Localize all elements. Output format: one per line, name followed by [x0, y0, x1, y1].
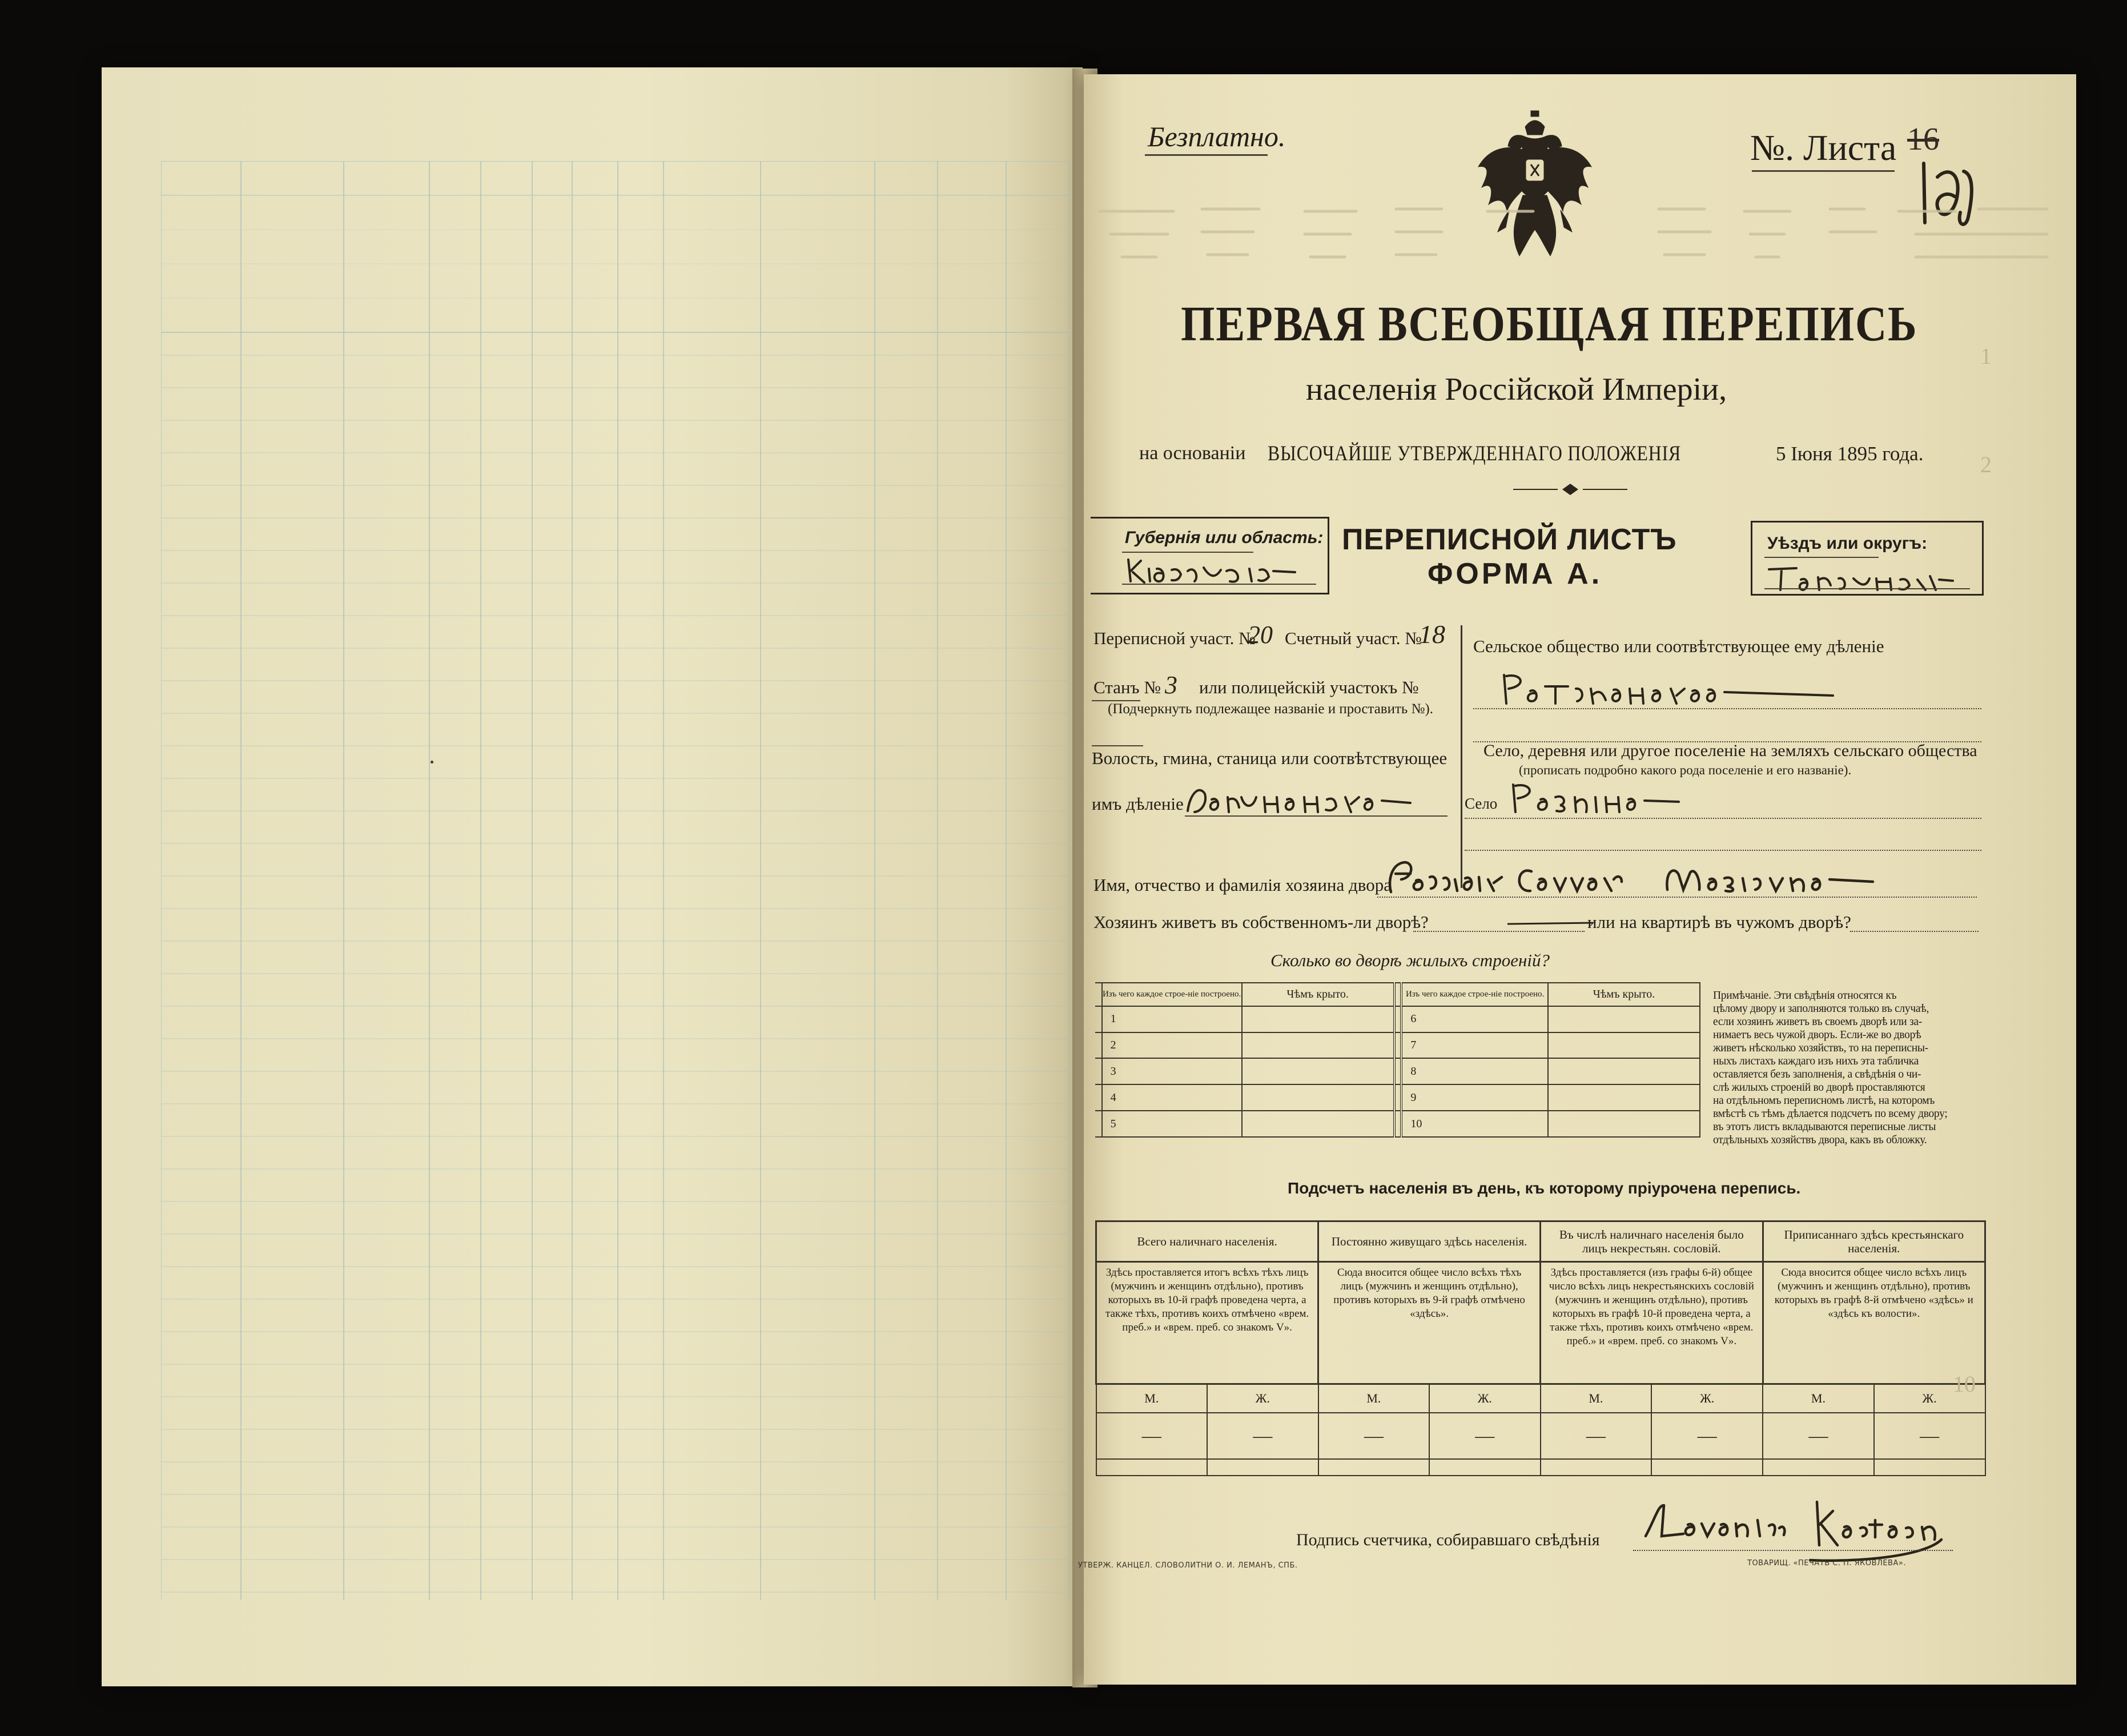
- uezd-handwritten-value: [1764, 562, 1959, 597]
- count-column-description: Здѣсь проставляется итогъ всѣхъ тѣхъ лицъ (мужчинъ и женщинъ отдѣльно), противъ которыхъ въ 10-й графѣ проведена черта, а также тѣхъ, противъ коихъ отмѣчено «врем. преб.» и «врем. преб. со знакомъ V».: [1096, 1262, 1318, 1384]
- female-column-label: Ж.: [1874, 1384, 1985, 1413]
- count-value-cell: —: [1207, 1413, 1318, 1459]
- count-column-head: Приписаннаго здѣсь крестьянскаго населенія.: [1763, 1221, 1985, 1262]
- note-line: живетъ нѣсколько хозяйствъ, то на переписны-: [1713, 1042, 1928, 1054]
- signature-handwritten: [1639, 1488, 1959, 1568]
- uezd-label-underline: [1764, 557, 1879, 558]
- note-line: цѣлому двору и заполняются только въ случаѣ,: [1713, 1003, 1929, 1015]
- stan-label: Станъ №: [1093, 677, 1161, 697]
- buildings-table: [1095, 982, 1700, 1138]
- male-column-label: М.: [1541, 1384, 1652, 1413]
- note-line: оставляется безъ заполненія, а свѣдѣнія о чи-: [1713, 1068, 1921, 1080]
- count-value-cell: —: [1096, 1413, 1208, 1459]
- schetny-uchastok-label: Счетный участ. №: [1285, 628, 1422, 648]
- volost-label-2: имъ дѣленіе: [1092, 794, 1184, 814]
- count-column-description: Сюда вносится общее число всѣхъ лицъ (мужчинъ и женщинъ отдѣльно), противъ которыхъ въ графѣ 8-й отмѣчено «здѣсь» и «здѣсь къ волости».: [1763, 1262, 1985, 1384]
- stan-value: 3: [1165, 671, 1177, 699]
- male-column-label: М.: [1318, 1384, 1429, 1413]
- owner-value-line: [1377, 897, 1977, 898]
- perepis-uchastok-label: Переписной участ. №: [1093, 628, 1256, 648]
- note-line: ныхъ листахъ каждаго изъ нихъ эта табличка: [1713, 1055, 1919, 1067]
- count-column-description: Здѣсь проставляется (изъ графы 6-й) общее число всѣхъ лицъ некрестьянскихъ сословій (мужчинъ и женщинъ отдѣльно), противъ которыхъ въ графѣ 10-й проведена черта, а также тѣхъ, противъ коихъ отмѣчено «врем. преб.» и «врем. преб. со знакомъ V».: [1541, 1262, 1763, 1384]
- count-title: Подсчетъ населенія въ день, къ которому пріурочена перепись.: [1288, 1179, 1801, 1197]
- female-column-label: Ж.: [1429, 1384, 1540, 1413]
- buildings-row: [1095, 1006, 1700, 1032]
- owner-handwritten-value: [1382, 854, 1941, 906]
- sheet-number-underline: [1752, 170, 1895, 172]
- note-line: въ этотъ листъ вкладываются переписные листы: [1713, 1121, 1936, 1133]
- sheet-number-struck: 16: [1907, 122, 1939, 157]
- buildings-row-number: 8: [1401, 1058, 1548, 1084]
- ornamental-divider: [1513, 481, 1627, 498]
- own-yard-question: Хозяинъ живетъ въ собственномъ-ли дворѣ?: [1093, 912, 1429, 932]
- stan-or-police: или полицейскій участокъ №: [1199, 677, 1419, 697]
- note-line: Примѣчаніе. Эти свѣдѣнія относятся къ: [1713, 990, 1897, 1002]
- selo-handwritten-value: [1507, 777, 1690, 822]
- female-column-label: Ж.: [1651, 1384, 1763, 1413]
- other-yard-question: или на квартирѣ въ чужомъ дворѣ?: [1587, 912, 1851, 932]
- legal-basis-date: 5 Іюня 1895 года.: [1776, 443, 1924, 465]
- perepis-uchastok-value: 20: [1248, 621, 1273, 649]
- count-value-cell: —: [1763, 1413, 1874, 1459]
- buildings-row-number: 9: [1401, 1084, 1548, 1111]
- form-title-line2: ФОРМА А.: [1428, 557, 1603, 590]
- schetny-uchastok-value: 18: [1419, 620, 1445, 649]
- buildings-row-number: 10: [1401, 1111, 1548, 1137]
- gubernia-label-underline: [1122, 552, 1253, 553]
- buildings-question: Сколько во дворѣ жилыхъ строеній?: [1270, 950, 1550, 970]
- buildings-row: [1095, 1032, 1700, 1059]
- free-label: Безплатно.: [1148, 120, 1286, 152]
- count-column-head: Всего наличнаго населенія.: [1096, 1221, 1318, 1262]
- buildings-row: [1095, 1084, 1700, 1111]
- selo-note: (прописать подробно какого рода поселеніе и его названіе).: [1519, 763, 1852, 777]
- selo-value-line: [1465, 818, 1981, 819]
- volost-underline: [1092, 745, 1143, 746]
- ledger-grid: [161, 161, 1069, 1600]
- census-subtitle: населенія Россійской Имперіи,: [1306, 372, 1727, 407]
- buildings-col-roof-left: Чѣмъ крыто.: [1242, 983, 1394, 1006]
- volost-value-line: [1185, 815, 1448, 817]
- stan-note: (Подчеркнуть подлежащее названіе и проставить №).: [1108, 701, 1433, 717]
- selo-extra-line: [1465, 850, 1981, 851]
- imprint-right: ТОВАРИЩ. «ПЕЧАТЬ С. П. ЯКОВЛЕВА».: [1747, 1559, 1906, 1568]
- legal-basis-main: ВЫСОЧАЙШЕ УТВЕРЖДЕННАГО ПОЛОЖЕНІЯ: [1268, 442, 1682, 465]
- margin-number-2: 2: [1980, 452, 1992, 477]
- selo-label: Село, деревня или другое поселеніе на земляхъ сельскаго общества: [1483, 741, 1977, 760]
- count-column-description: Сюда вносится общее число всѣхъ тѣхъ лицъ (мужчинъ и женщинъ отдѣльно), противъ которыхъ въ 9-й графѣ отмѣчено «здѣсь».: [1318, 1262, 1541, 1384]
- count-column-head: Постоянно живущаго здѣсь населенія.: [1318, 1221, 1541, 1262]
- buildings-row-number: 4: [1102, 1084, 1242, 1111]
- form-title-line1: ПЕРЕПИСНОЙ ЛИСТЪ: [1342, 523, 1677, 556]
- buildings-row-number: 3: [1102, 1058, 1242, 1084]
- gubernia-value-line: [1122, 584, 1316, 585]
- margin-number-10: 10: [1953, 1371, 1976, 1397]
- legal-basis-prefix: на основаніи: [1139, 443, 1246, 464]
- gubernia-handwritten-value: [1124, 554, 1312, 588]
- uezd-value-line: [1764, 588, 1970, 589]
- note-line: вмѣстѣ съ тѣмъ дѣлается подсчетъ по всему двору;: [1713, 1108, 1948, 1120]
- ink-dot: [431, 761, 433, 763]
- buildings-row-number: 2: [1102, 1032, 1242, 1059]
- free-underline: [1145, 154, 1268, 156]
- ledger-lines: [161, 161, 1069, 1600]
- selskoe-value-line: [1473, 708, 1981, 709]
- uezd-label: Уѣздъ или округъ:: [1767, 534, 1928, 553]
- note-line: если хозяинъ живетъ въ своемъ дворѣ или за-: [1713, 1016, 1922, 1028]
- count-value-cell: —: [1874, 1413, 1985, 1459]
- buildings-row-number: 1: [1102, 1006, 1242, 1032]
- other-yard-line: [1850, 931, 1979, 932]
- buildings-row: [1095, 1111, 1700, 1137]
- male-column-label: М.: [1096, 1384, 1208, 1413]
- census-title: ПЕРВАЯ ВСЕОБЩАЯ ПЕРЕПИСЬ: [1181, 296, 1918, 351]
- note-block: [1713, 989, 1987, 1147]
- note-line: слѣ жилыхъ строеній во дворѣ проставляются: [1713, 1082, 1925, 1094]
- signature-label: Подпись счетчика, собиравшаго свѣдѣнія: [1296, 1530, 1600, 1549]
- selo-prefix: Село: [1465, 795, 1498, 812]
- buildings-row-number: 5: [1102, 1111, 1242, 1137]
- fields-column-divider: [1461, 625, 1462, 888]
- sheet-number-label: №. Листа: [1750, 127, 1897, 168]
- male-column-label: М.: [1763, 1384, 1874, 1413]
- count-value-cell: —: [1318, 1413, 1429, 1459]
- count-value-cell: —: [1541, 1413, 1652, 1459]
- buildings-col-built-left: Изъ чего каждое строе-ніе построено.: [1102, 983, 1242, 1006]
- count-column-head: Въ числѣ наличнаго населенія было лицъ некрестьян. сословій.: [1541, 1221, 1763, 1262]
- selskoe-label: Сельское общество или соотвѣтствующее ему дѣленіе: [1473, 636, 1884, 656]
- volost-label: Волость, гмина, станица или соотвѣтствующее: [1092, 748, 1448, 768]
- own-yard-line: [1413, 931, 1585, 932]
- note-line: отдѣльныхъ хозяйствъ двора, какъ въ обложку.: [1713, 1134, 1927, 1146]
- buildings-row-number: 6: [1401, 1006, 1548, 1032]
- imprint-left: УТВЕРЖ. КАНЦЕЛ. СЛОВОЛИТНИ О. И. ЛЕМАНЪ, СПБ.: [1078, 1561, 1298, 1570]
- note-line: на отдѣльномъ переписномъ листѣ, на которомъ: [1713, 1095, 1935, 1107]
- selskoe-handwritten-value: [1496, 668, 1850, 714]
- buildings-col-built-right: Изъ чего каждое строе-ніе построено.: [1401, 983, 1548, 1006]
- female-column-label: Ж.: [1207, 1384, 1318, 1413]
- note-line: нимаетъ весь чужой дворъ. Если-же во дворѣ: [1713, 1029, 1921, 1041]
- owner-label: Имя, отчество и фамилія хозяина двора: [1093, 875, 1392, 895]
- buildings-col-roof-right: Чѣмъ крыто.: [1548, 983, 1700, 1006]
- own-yard-dash: [1502, 919, 1599, 931]
- count-value-cell: —: [1651, 1413, 1763, 1459]
- buildings-row: [1095, 1058, 1700, 1084]
- count-table: [1095, 1220, 1986, 1476]
- signature-line: [1633, 1550, 1953, 1551]
- buildings-row-number: 7: [1401, 1032, 1548, 1059]
- margin-number-1: 1: [1980, 343, 1992, 369]
- count-value-cell: —: [1429, 1413, 1540, 1459]
- gubernia-label: Губернія или область:: [1125, 528, 1324, 547]
